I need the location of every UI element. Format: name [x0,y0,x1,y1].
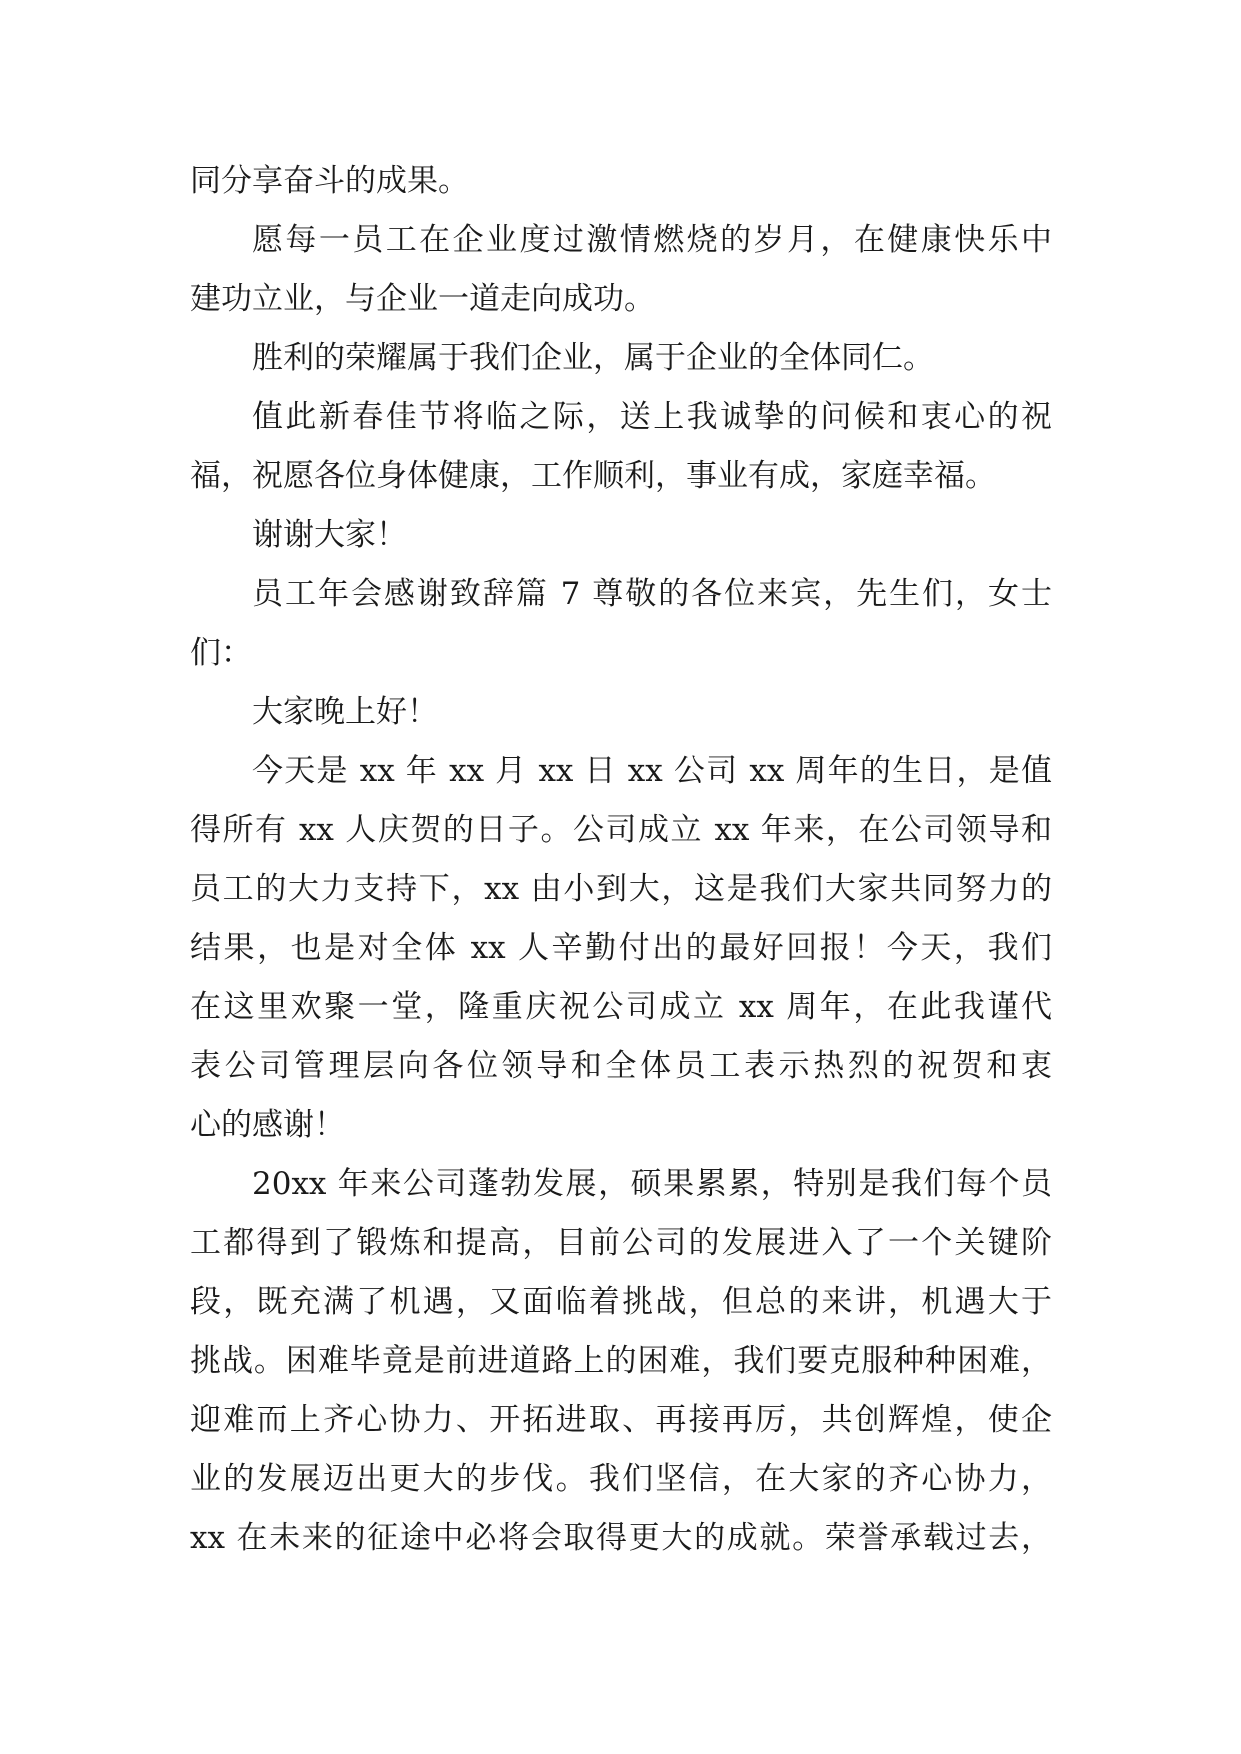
text-line: 大家晚上好！ [252,694,438,730]
text-line: 愿每一员工在企业度过激情燃烧的岁月，在健康快乐中 [252,222,1052,258]
text-line: 表公司管理层向各位领导和全体员工表示热烈的祝贺和衷 [190,1048,1052,1084]
text-line: 建功立业，与企业一道走向成功。 [190,281,655,317]
text-line: 值此新春佳节将临之际，送上我诚挚的问候和衷心的祝 [252,399,1052,435]
text-line: 结果，也是对全体 xx 人辛勤付出的最好回报！今天，我们 [190,930,1052,966]
text-line: 员工年会感谢致辞篇 7 尊敬的各位来宾，先生们，女士 [252,576,1052,612]
text-line: 胜利的荣耀属于我们企业，属于企业的全体同仁。 [252,340,934,376]
text-line: 同分享奋斗的成果。 [190,163,469,199]
text-line: 迎难而上齐心协力、开拓进取、再接再厉，共创辉煌，使企 [190,1402,1052,1438]
text-line: 工都得到了锻炼和提高，目前公司的发展进入了一个关键阶 [190,1225,1052,1261]
text-line: 员工的大力支持下，xx 由小到大，这是我们大家共同努力的 [190,871,1052,907]
text-line: 们： [190,635,252,671]
text-line: 心的感谢！ [190,1107,345,1143]
text-line: 今天是 xx 年 xx 月 xx 日 xx 公司 xx 周年的生日，是值 [252,753,1052,789]
text-line: 得所有 xx 人庆贺的日子。公司成立 xx 年来，在公司领导和 [190,812,1052,848]
text-line: 段，既充满了机遇，又面临着挑战，但总的来讲，机遇大于 [190,1284,1052,1320]
text-line: 谢谢大家！ [252,517,407,553]
document-body [190,152,1052,1568]
text-line: 20xx 年来公司蓬勃发展，硕果累累，特别是我们每个员 [252,1166,1052,1202]
text-line: 业的发展迈出更大的步伐。我们坚信，在大家的齐心协力， [190,1461,1052,1497]
text-line: 挑战。困难毕竟是前进道路上的困难，我们要克服种种困难， [190,1343,1052,1379]
text-line: 在这里欢聚一堂，隆重庆祝公司成立 xx 周年，在此我谨代 [190,989,1052,1025]
text-line: xx 在未来的征途中必将会取得更大的成就。荣誉承载过去， [190,1520,1052,1556]
text-line: 福，祝愿各位身体健康，工作顺利，事业有成，家庭幸福。 [190,458,996,494]
